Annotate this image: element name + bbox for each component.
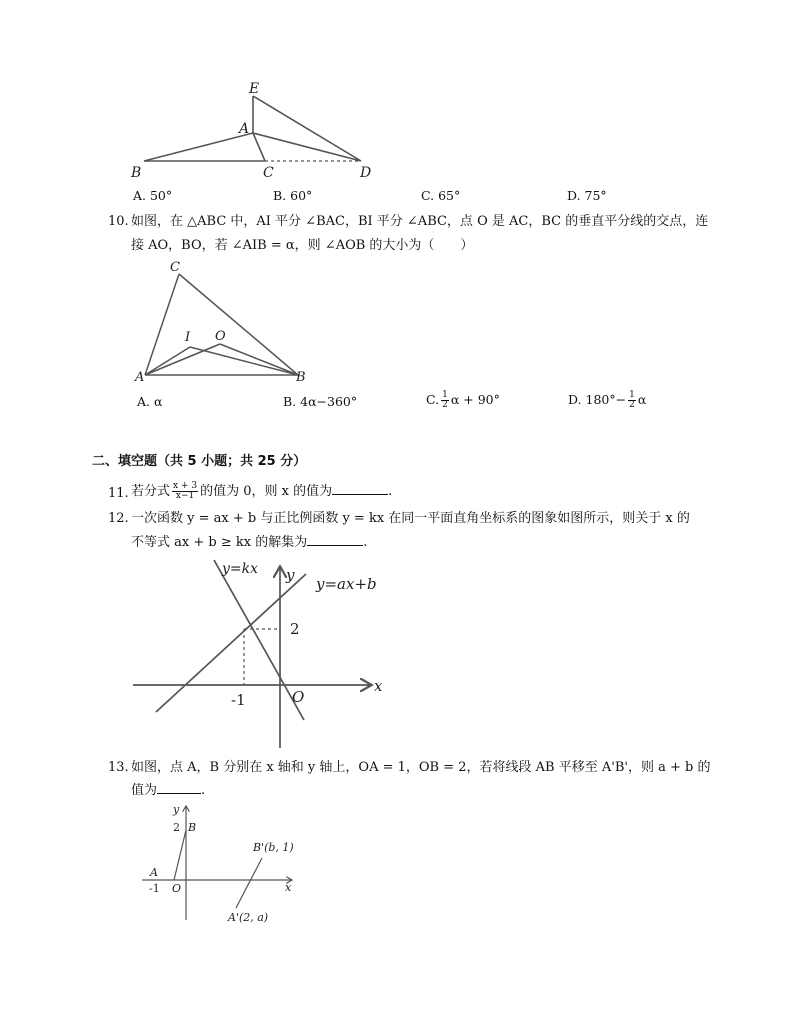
q10-option-c-suffix: α + 90° bbox=[450, 392, 500, 407]
q12-graph bbox=[128, 556, 388, 752]
q10-line1: 如图，在 △ABC 中，AI 平分 ∠BAC，BI 平分 ∠ABC，点 O 是 AC，BC 的垂直平分线的交点，连 bbox=[131, 214, 709, 229]
q9-option-b: B. 60° bbox=[273, 188, 313, 203]
q13-number: 13. bbox=[108, 760, 129, 775]
q10-label-b: B bbox=[296, 370, 306, 385]
q9-option-a: A. 50° bbox=[133, 188, 173, 203]
q11-denominator: x−1 bbox=[175, 491, 195, 501]
q12-label-neg1: -1 bbox=[231, 691, 246, 709]
q13-label-y: y bbox=[173, 803, 180, 816]
q10-option-c-den: 2 bbox=[442, 400, 448, 410]
q10-option-c-num: 1 bbox=[442, 390, 448, 400]
q10-option-d bbox=[568, 390, 646, 410]
q10-option-c-prefix: C. bbox=[426, 392, 440, 407]
q10-option-d-fraction bbox=[628, 391, 636, 410]
q10-label-c: C bbox=[170, 260, 180, 275]
q9-label-e: E bbox=[249, 81, 260, 97]
q12-line2 bbox=[131, 533, 367, 553]
q13-label-o: O bbox=[172, 882, 182, 895]
q10-label-o: O bbox=[215, 329, 226, 344]
q11-suffix: 的值为 0，则 x 的值为 bbox=[200, 484, 333, 499]
q10-label-a: A bbox=[135, 370, 145, 385]
q13-line2 bbox=[131, 781, 205, 801]
q9-figure bbox=[125, 76, 385, 182]
q10-option-d-prefix: D. 180°− bbox=[568, 392, 627, 407]
q12-number: 12. bbox=[108, 511, 129, 526]
q9-option-c: C. 65° bbox=[421, 188, 461, 203]
q12-label-y: y bbox=[286, 566, 295, 584]
q11-end: . bbox=[388, 484, 393, 499]
q10-label-i: I bbox=[185, 330, 191, 345]
q11-prefix: 若分式 bbox=[131, 484, 171, 499]
q10-number: 10. bbox=[108, 214, 129, 229]
q13-graph bbox=[140, 800, 310, 924]
q10-option-c bbox=[426, 390, 500, 410]
q12-label-o: O bbox=[292, 688, 305, 706]
q12-label-2: 2 bbox=[290, 620, 300, 638]
q10-option-d-num: 1 bbox=[629, 390, 635, 400]
q12-answer-blank[interactable] bbox=[307, 533, 363, 546]
q11-text bbox=[131, 482, 392, 502]
q13-line1: 如图，点 A，B 分别在 x 轴和 y 轴上，OA = 1，OB = 2，若将线段 AB 平移至 A'B'，则 a + b 的 bbox=[131, 760, 711, 775]
q13-label-neg1: -1 bbox=[149, 882, 160, 895]
q11-numerator: x + 3 bbox=[173, 481, 198, 491]
q13-label-x: x bbox=[285, 881, 292, 894]
q12-line2-end: . bbox=[363, 535, 368, 550]
q9-option-d: D. 75° bbox=[567, 188, 607, 203]
q13-label-aprime: A'(2, a) bbox=[228, 911, 269, 924]
q10-option-d-suffix: α bbox=[637, 392, 647, 407]
q10-option-b: B. 4α−360° bbox=[283, 394, 358, 409]
q12-line2-prefix: 不等式 ax + b ≥ kx 的解集为 bbox=[131, 535, 308, 550]
q12-line1: 一次函数 y = ax + b 与正比例函数 y = kx 在同一平面直角坐标系的图象如图所示，则关于 x 的 bbox=[131, 511, 690, 526]
q9-label-c: C bbox=[263, 165, 274, 181]
q10-line2: 接 AO，BO，若 ∠AIB = α，则 ∠AOB 的大小为（ ） bbox=[131, 238, 474, 253]
q12-label-yaxb: y=ax+b bbox=[316, 575, 377, 593]
q11-fraction bbox=[172, 482, 198, 501]
q13-answer-blank[interactable] bbox=[157, 781, 201, 794]
q13-line2-end: . bbox=[201, 783, 206, 798]
q10-option-d-den: 2 bbox=[629, 400, 635, 410]
q13-label-b: B bbox=[188, 821, 197, 834]
q11-answer-blank[interactable] bbox=[332, 482, 388, 495]
q13-label-bprime: B'(b, 1) bbox=[253, 841, 294, 854]
q9-label-a: A bbox=[239, 121, 250, 137]
q10-option-a: A. α bbox=[137, 394, 163, 409]
q10-figure bbox=[128, 258, 318, 386]
q13-label-2: 2 bbox=[173, 821, 180, 834]
q11-number: 11. bbox=[108, 486, 129, 501]
q12-label-x: x bbox=[374, 677, 383, 695]
q13-label-a: A bbox=[150, 866, 158, 879]
q9-label-d: D bbox=[360, 165, 372, 181]
section-title: 二、填空题（共 5 小题；共 25 分） bbox=[92, 454, 307, 469]
q9-label-b: B bbox=[131, 165, 142, 181]
q13-line2-prefix: 值为 bbox=[131, 783, 158, 798]
q10-option-c-fraction bbox=[441, 391, 449, 410]
q12-label-ykx: y=kx bbox=[222, 561, 259, 577]
